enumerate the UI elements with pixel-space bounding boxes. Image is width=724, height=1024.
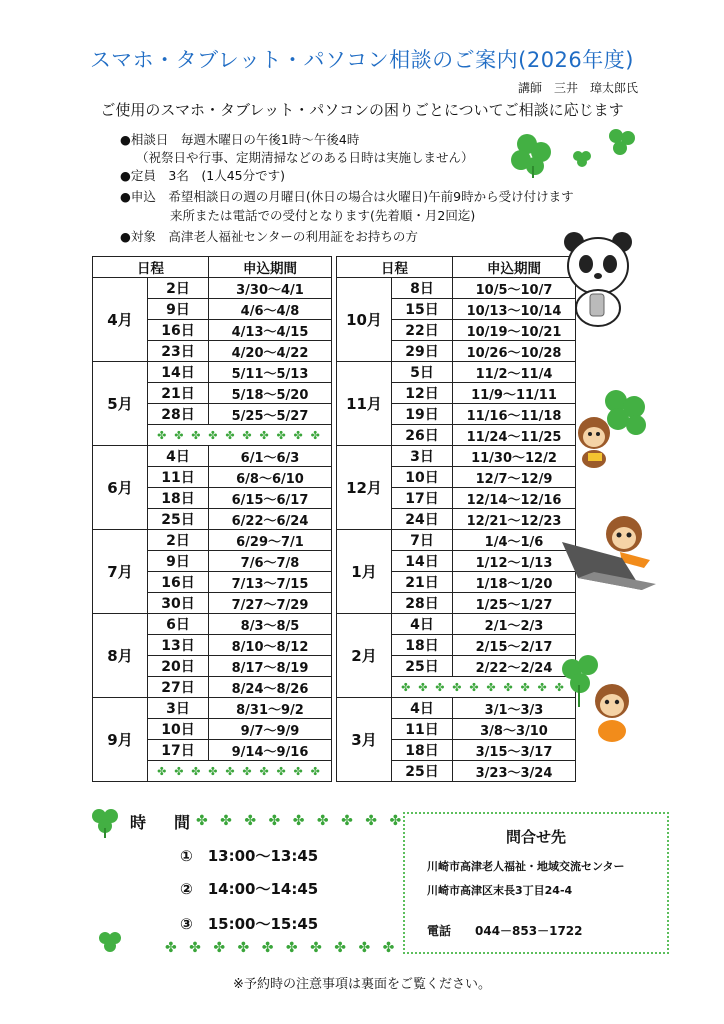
- clover-icon: [90, 806, 120, 840]
- date-cell: 24日: [392, 509, 453, 530]
- period-cell: 9/7～9/9: [209, 719, 332, 740]
- clover-icon: [570, 148, 594, 168]
- table-row: [93, 341, 576, 362]
- time-slot-1: ① 13:00～13:45: [180, 847, 319, 865]
- clover-icon: [98, 930, 122, 956]
- table-row: [93, 425, 576, 446]
- period-cell: 12/14～12/16: [453, 488, 576, 509]
- period-cell: 1/4～1/6: [453, 530, 576, 551]
- date-cell: 3日: [148, 698, 209, 719]
- month-cell: 8月: [93, 614, 148, 698]
- date-cell: 22日: [392, 320, 453, 341]
- period-cell: 8/17～8/19: [209, 656, 332, 677]
- date-cell: 25日: [392, 761, 453, 782]
- date-cell: 29日: [392, 341, 453, 362]
- header-schedule: 日程: [93, 257, 209, 278]
- month-cell: 6月: [93, 446, 148, 530]
- date-cell: 18日: [148, 488, 209, 509]
- period-cell: 8/31～9/2: [209, 698, 332, 719]
- table-row: [93, 656, 576, 677]
- clover-icon: [606, 126, 640, 160]
- clover-border-icon: ✤ ✤ ✤ ✤ ✤ ✤ ✤ ✤ ✤ ✤: [165, 940, 399, 956]
- period-cell: 10/19～10/21: [453, 320, 576, 341]
- period-cell: 6/1～6/3: [209, 446, 332, 467]
- date-cell: 4日: [392, 614, 453, 635]
- date-cell: 9日: [148, 551, 209, 572]
- date-cell: 2日: [148, 278, 209, 299]
- period-cell: 6/15～6/17: [209, 488, 332, 509]
- date-cell: 17日: [392, 488, 453, 509]
- panda-icon: [560, 228, 636, 328]
- month-cell: 9月: [93, 698, 148, 782]
- month-cell: 3月: [337, 698, 392, 782]
- monkey-laptop-icon: [560, 512, 660, 592]
- month-cell: 4月: [93, 278, 148, 362]
- date-cell: 11日: [148, 467, 209, 488]
- table-row: [93, 404, 576, 425]
- subtitle: ご使用のスマホ・タブレット・パソコンの困りごとについてご相談に応じます: [100, 101, 624, 119]
- clover-divider-icon: ✤ ✤ ✤ ✤ ✤ ✤ ✤ ✤ ✤ ✤: [148, 425, 332, 446]
- clover-border-icon: ✤ ✤ ✤ ✤ ✤ ✤ ✤ ✤ ✤: [196, 813, 406, 829]
- info-application-note: 来所または電話での受付となります(先着順・月2回迄): [170, 208, 476, 223]
- date-cell: 16日: [148, 320, 209, 341]
- month-cell: 12月: [337, 446, 392, 530]
- time-slot-2: ② 14:00～14:45: [180, 880, 319, 898]
- period-cell: 8/3～8/5: [209, 614, 332, 635]
- date-cell: 30日: [148, 593, 209, 614]
- period-cell: 5/25～5/27: [209, 404, 332, 425]
- month-cell: 1月: [337, 530, 392, 614]
- date-cell: 18日: [392, 740, 453, 761]
- date-cell: 16日: [148, 572, 209, 593]
- table-row: [93, 740, 576, 761]
- period-cell: 6/29～7/1: [209, 530, 332, 551]
- date-cell: 14日: [392, 551, 453, 572]
- period-cell: 7/6～7/8: [209, 551, 332, 572]
- clover-divider-icon: ✤ ✤ ✤ ✤ ✤ ✤ ✤ ✤ ✤ ✤: [148, 761, 332, 782]
- period-cell: 7/13～7/15: [209, 572, 332, 593]
- date-cell: 25日: [148, 509, 209, 530]
- info-date-note: （祝祭日や行事、定期清掃などのある日時は実施しません）: [136, 150, 474, 165]
- date-cell: 9日: [148, 299, 209, 320]
- clover-icon: [505, 130, 565, 180]
- date-cell: 2日: [148, 530, 209, 551]
- period-cell: 11/30～12/2: [453, 446, 576, 467]
- header-period: 申込期間: [209, 257, 332, 278]
- period-cell: 10/26～10/28: [453, 341, 576, 362]
- period-cell: 11/9～11/11: [453, 383, 576, 404]
- period-cell: 4/13～4/15: [209, 320, 332, 341]
- table-row: [93, 467, 576, 488]
- date-cell: 15日: [392, 299, 453, 320]
- period-cell: 2/1～2/3: [453, 614, 576, 635]
- period-cell: 4/20～4/22: [209, 341, 332, 362]
- period-cell: 1/25～1/27: [453, 593, 576, 614]
- period-cell: 12/21～12/23: [453, 509, 576, 530]
- period-cell: 2/22～2/24: [453, 656, 576, 677]
- footer-note: ※予約時の注意事項は裏面をご覧ください。: [233, 977, 491, 992]
- contact-address: 川崎市高津区末長3丁目24-4: [427, 884, 573, 897]
- header-period: 申込期間: [453, 257, 576, 278]
- clover-divider-icon: ✤ ✤ ✤ ✤ ✤ ✤ ✤ ✤ ✤ ✤: [392, 677, 576, 698]
- period-cell: 1/18～1/20: [453, 572, 576, 593]
- date-cell: 25日: [392, 656, 453, 677]
- period-cell: 10/13～10/14: [453, 299, 576, 320]
- table-row: [93, 362, 576, 383]
- contact-phone: 電話 044－853－1722: [427, 924, 583, 938]
- table-row: [93, 320, 576, 341]
- table-row: [93, 572, 576, 593]
- date-cell: 8日: [392, 278, 453, 299]
- monkey-clover-icon: [570, 385, 650, 470]
- period-cell: 3/15～3/17: [453, 740, 576, 761]
- contact-box: [403, 812, 669, 954]
- month-cell: 11月: [337, 362, 392, 446]
- period-cell: 5/11～5/13: [209, 362, 332, 383]
- date-cell: 21日: [148, 383, 209, 404]
- month-cell: 7月: [93, 530, 148, 614]
- period-cell: 3/8～3/10: [453, 719, 576, 740]
- period-cell: 9/14～9/16: [209, 740, 332, 761]
- table-row: [93, 614, 576, 635]
- table-row: [93, 635, 576, 656]
- date-cell: 6日: [148, 614, 209, 635]
- page-title: スマホ・タブレット・パソコン相談のご案内(2026年度): [90, 48, 634, 72]
- table-row: [93, 530, 576, 551]
- date-cell: 19日: [392, 404, 453, 425]
- contact-org: 川崎市高津老人福祉・地域交流センター: [427, 860, 625, 873]
- header-schedule: 日程: [337, 257, 453, 278]
- date-cell: 14日: [148, 362, 209, 383]
- month-cell: 5月: [93, 362, 148, 446]
- date-cell: 4日: [148, 446, 209, 467]
- table-row: [93, 593, 576, 614]
- period-cell: 12/7～12/9: [453, 467, 576, 488]
- date-cell: 10日: [392, 467, 453, 488]
- month-cell: 2月: [337, 614, 392, 698]
- period-cell: 6/22～6/24: [209, 509, 332, 530]
- lecturer: 講師 三井 璋太郎氏: [517, 81, 638, 95]
- period-cell: 11/2～11/4: [453, 362, 576, 383]
- monkey-clover-icon: [558, 655, 648, 745]
- table-row: [93, 761, 576, 782]
- date-cell: 28日: [148, 404, 209, 425]
- month-cell: 10月: [337, 278, 392, 362]
- info-date: ●相談日 毎週木曜日の午後1時～午後4時: [120, 132, 360, 147]
- date-cell: 21日: [392, 572, 453, 593]
- date-cell: 13日: [148, 635, 209, 656]
- table-row: [93, 698, 576, 719]
- period-cell: 2/15～2/17: [453, 635, 576, 656]
- table-row: [93, 719, 576, 740]
- info-application: ●申込 希望相談日の週の月曜日(休日の場合は火曜日)午前9時から受け付けます: [120, 189, 574, 204]
- date-cell: 17日: [148, 740, 209, 761]
- date-cell: 28日: [392, 593, 453, 614]
- time-slot-3: ③ 15:00～15:45: [180, 915, 319, 933]
- date-cell: 23日: [148, 341, 209, 362]
- date-cell: 18日: [392, 635, 453, 656]
- period-cell: 3/1～3/3: [453, 698, 576, 719]
- period-cell: 11/24～11/25: [453, 425, 576, 446]
- date-cell: 5日: [392, 362, 453, 383]
- date-cell: 26日: [392, 425, 453, 446]
- date-cell: 20日: [148, 656, 209, 677]
- table-row: [93, 677, 576, 698]
- date-cell: 3日: [392, 446, 453, 467]
- period-cell: 6/8～6/10: [209, 467, 332, 488]
- date-cell: 7日: [392, 530, 453, 551]
- period-cell: 8/24～8/26: [209, 677, 332, 698]
- period-cell: 10/5～10/7: [453, 278, 576, 299]
- date-cell: 4日: [392, 698, 453, 719]
- date-cell: 27日: [148, 677, 209, 698]
- period-cell: 4/6～4/8: [209, 299, 332, 320]
- date-cell: 12日: [392, 383, 453, 404]
- times-title: 時 間: [130, 813, 197, 832]
- period-cell: 1/12～1/13: [453, 551, 576, 572]
- table-row: [93, 509, 576, 530]
- period-cell: 11/16～11/18: [453, 404, 576, 425]
- info-capacity: ●定員 3名 (1人45分です): [120, 168, 285, 183]
- schedule-table: [92, 256, 576, 782]
- period-cell: 7/27～7/29: [209, 593, 332, 614]
- period-cell: 8/10～8/12: [209, 635, 332, 656]
- table-row: [93, 278, 576, 299]
- period-cell: 3/30～4/1: [209, 278, 332, 299]
- contact-title: 問合せ先: [505, 828, 566, 846]
- info-target: ●対象 高津老人福祉センターの利用証をお持ちの方: [120, 229, 418, 244]
- period-cell: 3/23～3/24: [453, 761, 576, 782]
- period-cell: 5/18～5/20: [209, 383, 332, 404]
- table-row: [93, 383, 576, 404]
- date-cell: 11日: [392, 719, 453, 740]
- table-row: [93, 299, 576, 320]
- table-row: [93, 551, 576, 572]
- table-row: [93, 488, 576, 509]
- date-cell: 10日: [148, 719, 209, 740]
- table-row: [93, 446, 576, 467]
